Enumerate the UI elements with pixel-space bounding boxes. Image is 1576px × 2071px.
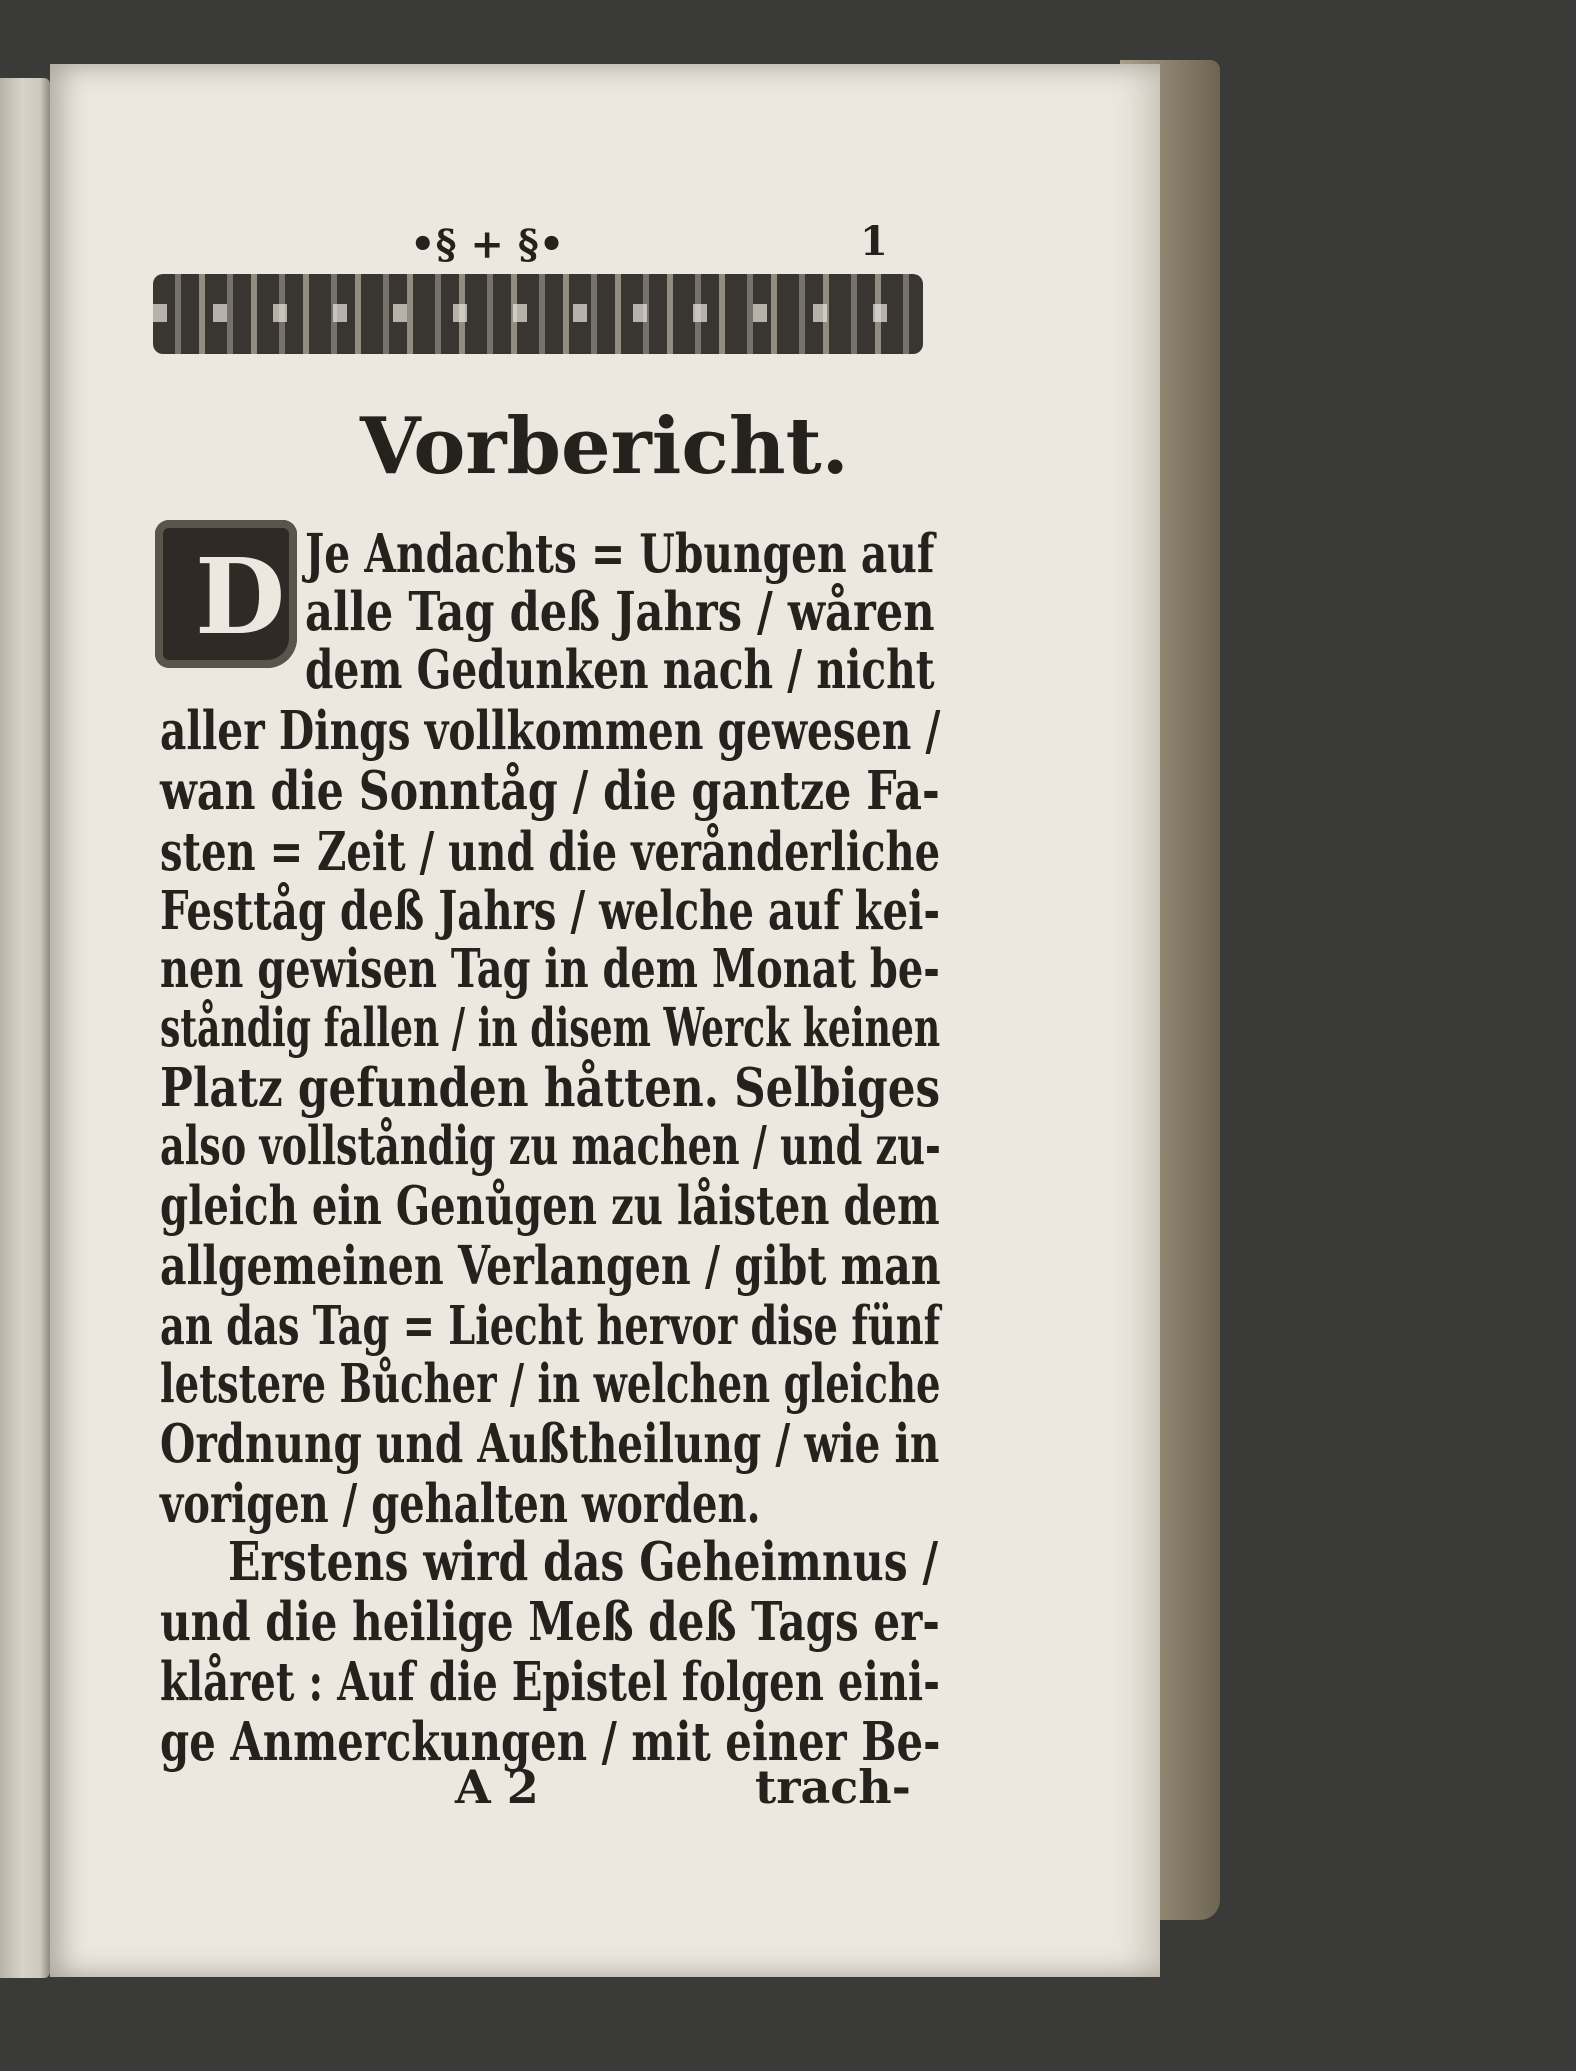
- body-line: Festtåg deß Jahrs / welche auf kei-: [160, 880, 941, 942]
- body-line: alle Tag deß Jahrs / wåren: [305, 581, 935, 643]
- body-line: gleich ein Genůgen zu låisten dem: [160, 1175, 940, 1237]
- body-line: ståndig fallen / in disem Werck keinen: [160, 997, 941, 1059]
- header-ornament: •§ + §•: [410, 221, 565, 268]
- page-title: Vorbericht.: [360, 401, 849, 492]
- initial-letter: D: [195, 535, 286, 658]
- body-line: letstere Bůcher / in welchen gleiche: [160, 1353, 941, 1415]
- body-line: Je Andachts = Ubungen auf: [305, 523, 935, 585]
- body-line: nen gewisen Tag in dem Monat be-: [160, 938, 940, 1000]
- body-line: wan die Sonntåg / die gantze Fa-: [160, 760, 940, 822]
- body-line: Ordnung und Außtheilung / wie in: [160, 1413, 940, 1475]
- body-line: an das Tag = Liecht hervor dise fünf: [160, 1295, 941, 1357]
- body-line: klåret : Auf die Epistel folgen eini-: [160, 1651, 940, 1713]
- catchword: trach-: [755, 1760, 911, 1814]
- body-line: vorigen / gehalten worden.: [160, 1473, 761, 1535]
- body-line: aller Dings vollkommen gewesen /: [160, 700, 941, 762]
- signature-mark: A 2: [455, 1760, 539, 1814]
- body-line: dem Gedunken nach / nicht: [305, 639, 935, 701]
- page-number: 1: [860, 218, 888, 265]
- body-line: und die heilige Meß deß Tags er-: [160, 1591, 940, 1653]
- body-line: also vollståndig zu machen / und zu-: [160, 1115, 941, 1177]
- left-page-edge: [0, 78, 50, 1978]
- body-line: allgemeinen Verlangen / gibt man: [160, 1235, 941, 1297]
- body-line: sten = Zeit / und die verånderliche: [160, 821, 941, 883]
- body-line: ge Anmerckungen / mit einer Be-: [160, 1711, 941, 1773]
- body-line: Platz gefunden håtten. Selbiges: [160, 1057, 941, 1119]
- body-line: Erstens wird das Geheimnus /: [228, 1531, 939, 1593]
- decorative-border: [153, 274, 923, 354]
